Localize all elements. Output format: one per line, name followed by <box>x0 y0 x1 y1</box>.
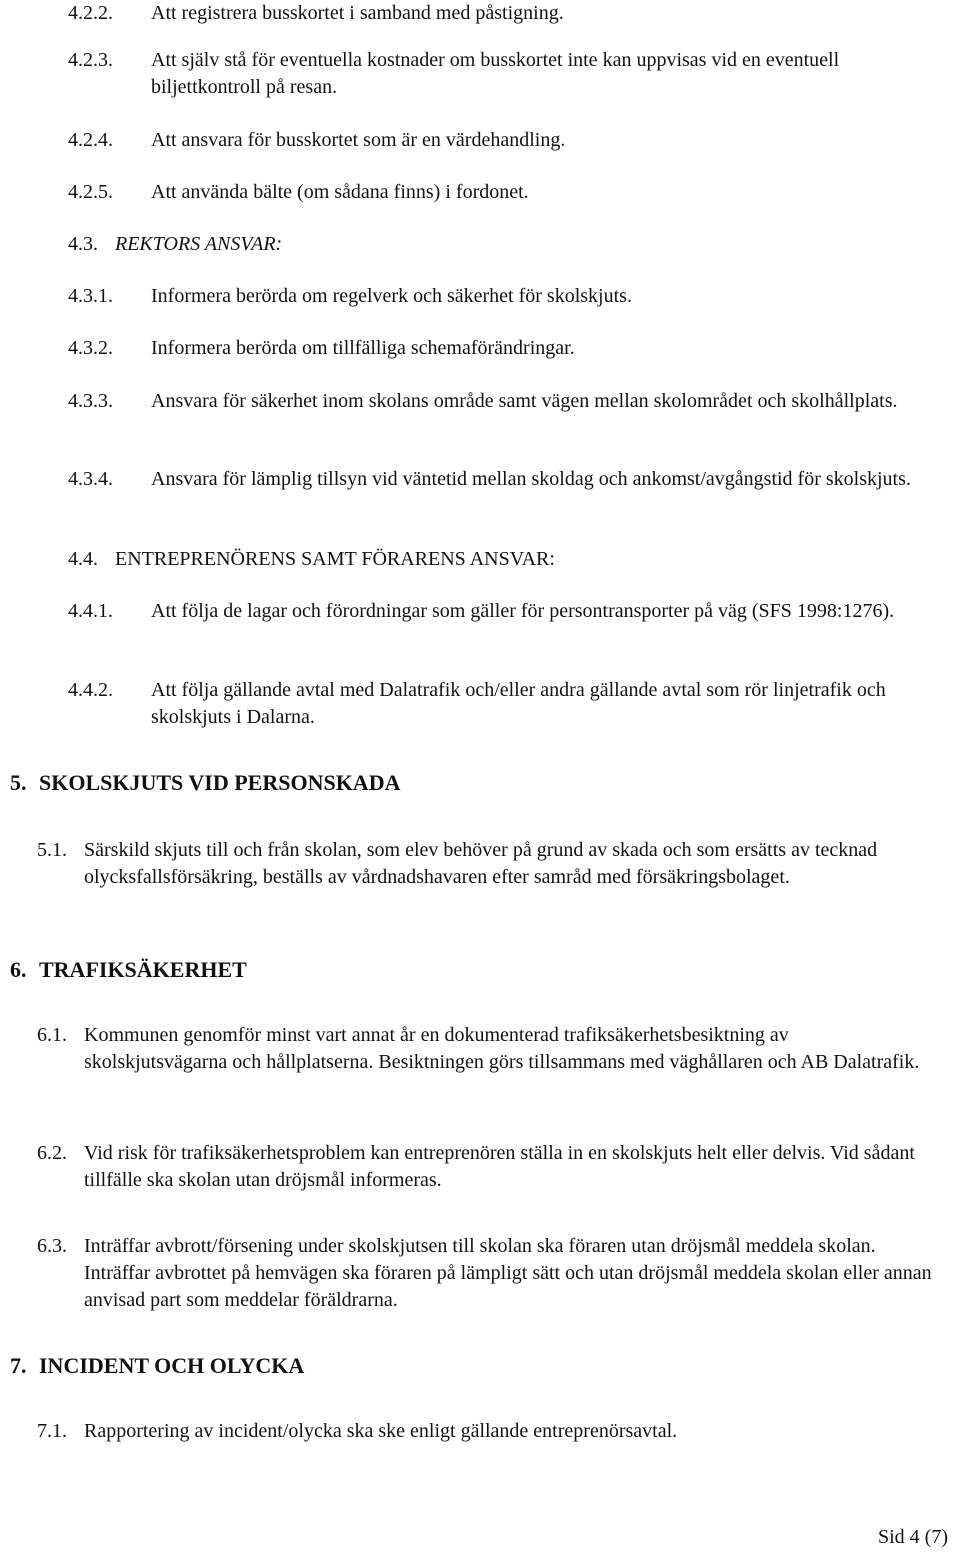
paragraph-6-3 <box>37 1233 937 1314</box>
paragraph-6-2 <box>37 1140 937 1194</box>
heading-number: 7. <box>10 1353 27 1378</box>
item-number: 4.4.1. <box>68 600 113 622</box>
list-item <box>68 466 936 493</box>
item-text: Informera berörda om tillfälliga schemaförändringar. <box>151 337 575 359</box>
heading-number: 4.4. <box>68 548 98 570</box>
list-item <box>68 598 936 625</box>
item-number: 4.3.1. <box>68 285 113 307</box>
item-number: 6.3. <box>37 1235 67 1257</box>
item-text: Att följa gällande avtal med Dalatrafik och/eller andra gällande avtal som rör linjetrafik och skolskjuts i Dalarna. <box>151 679 886 728</box>
paragraph-6-1 <box>37 1022 937 1076</box>
list-item <box>68 335 936 362</box>
section-heading-7 <box>10 1352 304 1379</box>
item-text: Kommunen genomför minst vart annat år en dokumenterad trafiksäkerhetsbesiktning av skolskjutsvägarna och hållplatserna. Besiktningen görs tillsammans med väghållaren och AB Dalatrafik. <box>84 1024 920 1073</box>
item-text: Inträffar avbrott/försening under skolskjutsen till skolan ska föraren utan dröjsmål meddela skolan. Inträffar avbrottet på hemvägen ska föraren på lämpligt sätt och utan dröjsmål meddela skolan eller annan anvisad part som meddelar föräldrarna. <box>84 1235 932 1311</box>
item-number: 5.1. <box>37 839 67 861</box>
section-heading-4-3 <box>68 231 282 258</box>
paragraph-5-1 <box>37 837 937 891</box>
list-item <box>68 677 936 731</box>
item-text: Att ansvara för busskortet som är en värdehandling. <box>151 129 566 151</box>
item-number: 7.1. <box>37 1420 67 1442</box>
heading-number: 6. <box>10 957 27 982</box>
paragraph-7-1 <box>37 1418 937 1445</box>
item-text: Särskild skjuts till och från skolan, som elev behöver på grund av skada och som ersätts av tecknad olycksfallsförsäkring, beställs av vårdnadshavaren efter samråd med försäkringsbolaget. <box>84 839 878 888</box>
heading-text: INCIDENT OCH OLYCKA <box>39 1353 305 1378</box>
item-number: 6.1. <box>37 1024 67 1046</box>
list-item <box>68 47 936 101</box>
heading-text: TRAFIKSÄKERHET <box>39 957 247 982</box>
item-number: 4.2.4. <box>68 129 113 151</box>
heading-number: 5. <box>10 770 27 795</box>
item-number: 4.3.2. <box>68 337 113 359</box>
item-number: 4.2.3. <box>68 49 113 71</box>
item-text: Rapportering av incident/olycka ska ske enligt gällande entreprenörsavtal. <box>84 1420 678 1442</box>
item-number: 6.2. <box>37 1142 67 1164</box>
item-text: Informera berörda om regelverk och säkerhet för skolskjuts. <box>151 285 632 307</box>
page-number: Sid 4 (7) <box>878 1526 948 1548</box>
item-number: 4.4.2. <box>68 679 113 701</box>
list-item <box>68 283 936 310</box>
section-heading-6 <box>10 956 247 983</box>
item-text: Att registrera busskortet i samband med påstigning. <box>151 2 564 24</box>
heading-text: REKTORS ANSVAR: <box>115 233 283 255</box>
item-text: Ansvara för lämplig tillsyn vid väntetid mellan skoldag och ankomst/avgångstid för skolskjuts. <box>151 468 911 490</box>
list-item <box>68 0 936 27</box>
list-item <box>68 179 936 206</box>
item-text: Att följa de lagar och förordningar som gäller för persontransporter på väg (SFS 1998:1276). <box>151 600 895 622</box>
item-number: 4.3.4. <box>68 468 113 490</box>
list-item <box>68 388 936 415</box>
heading-text: SKOLSKJUTS VID PERSONSKADA <box>39 770 401 795</box>
item-number: 4.2.2. <box>68 2 113 24</box>
item-text: Att använda bälte (om sådana finns) i fordonet. <box>151 181 529 203</box>
section-heading-5 <box>10 769 400 796</box>
item-text: Ansvara för säkerhet inom skolans område samt vägen mellan skolområdet och skolhållplats. <box>151 390 898 412</box>
heading-text: ENTREPRENÖRENS SAMT FÖRARENS ANSVAR: <box>115 548 555 570</box>
heading-number: 4.3. <box>68 233 98 255</box>
list-item <box>68 127 936 154</box>
item-number: 4.2.5. <box>68 181 113 203</box>
item-text: Att själv stå för eventuella kostnader om busskortet inte kan uppvisas vid en eventuell biljettkontroll på resan. <box>151 49 840 98</box>
item-number: 4.3.3. <box>68 390 113 412</box>
section-heading-4-4 <box>68 546 555 573</box>
item-text: Vid risk för trafiksäkerhetsproblem kan entreprenören ställa in en skolskjuts helt eller delvis. Vid sådant tillfälle ska skolan utan dröjsmål informeras. <box>84 1142 915 1191</box>
